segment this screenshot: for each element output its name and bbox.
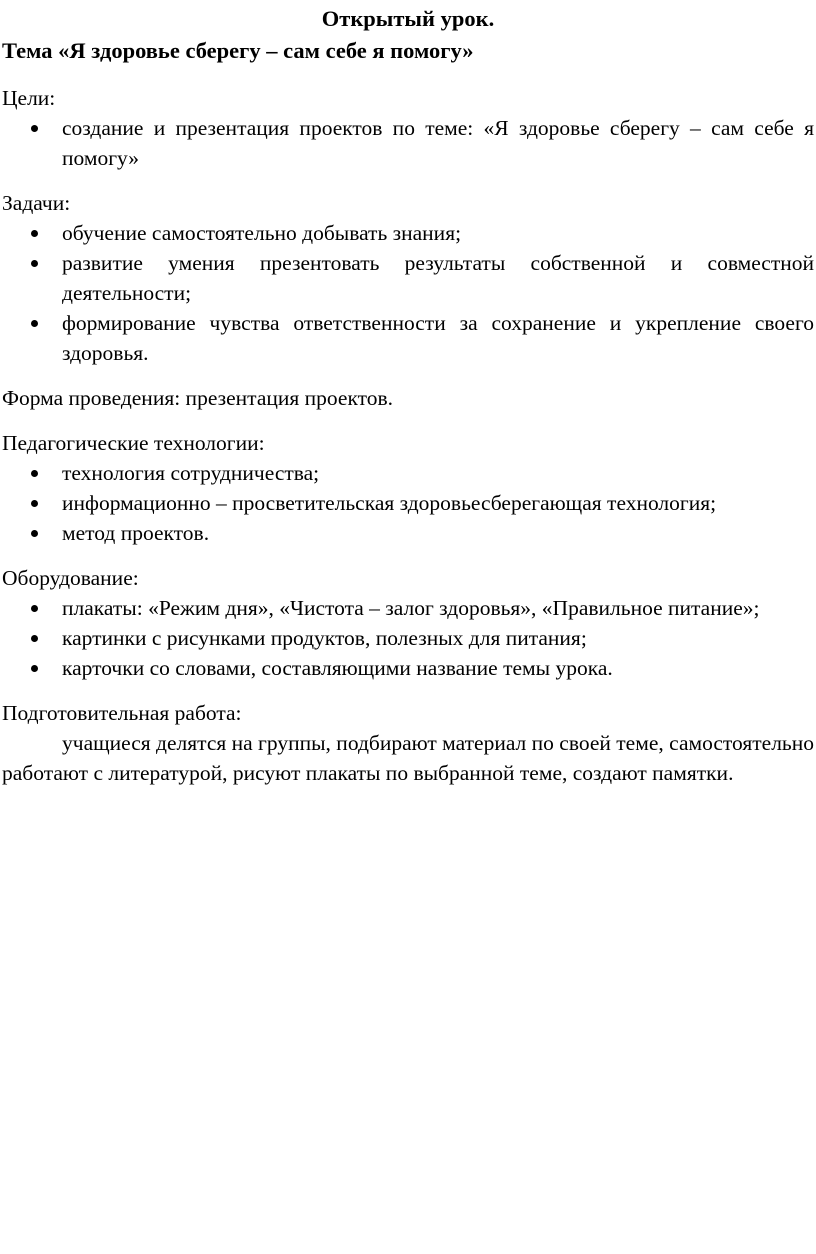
list-item <box>2 308 814 368</box>
list-item-text: создание и презентация проектов по теме: «Я здоровье сберегу – сам себе я помогу» <box>62 116 814 170</box>
tasks-list <box>2 218 814 368</box>
list-item-text: картинки с рисунками продуктов, полезных для питания; <box>62 626 587 650</box>
list-item-text: плакаты: «Режим дня», «Чистота – залог здоровья», «Правильное питание»; <box>62 596 760 620</box>
technologies-list <box>2 458 814 548</box>
list-item <box>2 488 814 518</box>
list-item <box>2 218 814 248</box>
goals-heading: Цели: <box>2 86 56 110</box>
list-item-text: формирование чувства ответственности за сохранение и укрепление своего здоровья. <box>62 311 814 365</box>
tasks-heading: Задачи: <box>2 191 71 215</box>
document-content <box>2 4 814 803</box>
list-item-text: обучение самостоятельно добывать знания; <box>62 221 462 245</box>
list-item <box>2 113 814 173</box>
document-title: Открытый урок. <box>321 6 495 31</box>
lesson-topic: Тема «Я здоровье сберегу – сам себе я помогу» <box>2 38 474 63</box>
goals-section <box>2 83 814 173</box>
bullet-icon <box>31 635 38 642</box>
list-item <box>2 653 814 683</box>
bullet-icon <box>31 665 38 672</box>
list-item-text: информационно – просветительская здоровьесберегающая технология; <box>62 491 717 515</box>
list-item-text: метод проектов. <box>62 521 210 545</box>
bullet-icon <box>31 125 38 132</box>
bullet-icon <box>31 605 38 612</box>
list-item <box>2 623 814 653</box>
preparation-text: учащиеся делятся на группы, подбирают материал по своей теме, самостоятельно работают с литературой, рисуют плакаты по выбранной теме, создают памятки. <box>2 731 814 785</box>
list-item <box>2 458 814 488</box>
bullet-icon <box>31 260 38 267</box>
list-item <box>2 593 814 623</box>
list-item-text: карточки со словами, составляющими название темы урока. <box>62 656 613 680</box>
list-item <box>2 518 814 548</box>
preparation-heading: Подготовительная работа: <box>2 701 242 725</box>
bullet-icon <box>31 500 38 507</box>
goals-list <box>2 113 814 173</box>
technologies-section <box>2 428 814 548</box>
bullet-icon <box>31 230 38 237</box>
preparation-section <box>2 698 814 788</box>
form-section <box>2 383 814 413</box>
list-item-text: развитие умения презентовать результаты собственной и совместной деятельности; <box>62 251 814 305</box>
equipment-list <box>2 593 814 683</box>
equipment-section <box>2 563 814 683</box>
bullet-icon <box>31 470 38 477</box>
list-item <box>2 248 814 308</box>
technologies-heading: Педагогические технологии: <box>2 431 265 455</box>
tasks-section <box>2 188 814 368</box>
bullet-icon <box>31 320 38 327</box>
bullet-icon <box>31 530 38 537</box>
list-item-text: технология сотрудничества; <box>62 461 320 485</box>
form-text: Форма проведения: презентация проектов. <box>2 386 393 410</box>
equipment-heading: Оборудование: <box>2 566 139 590</box>
